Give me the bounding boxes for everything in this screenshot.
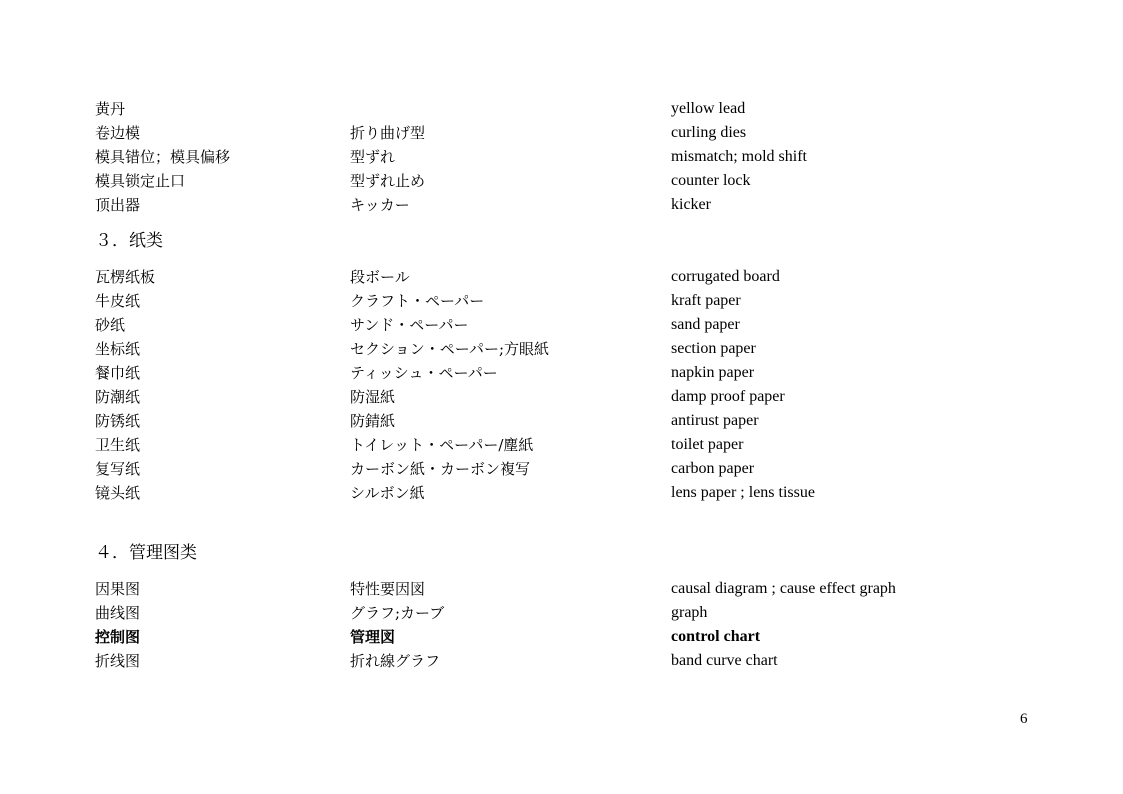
term-row <box>0 337 1123 361</box>
term-japanese: 型ずれ止め <box>350 172 426 190</box>
term-row <box>0 265 1123 289</box>
term-japanese: 型ずれ <box>350 148 396 166</box>
term-chinese: 顶出器 <box>95 196 141 214</box>
term-chinese: 黄丹 <box>95 100 126 118</box>
term-english: kraft paper <box>671 292 741 309</box>
term-chinese: 模具锁定止口 <box>95 172 186 190</box>
term-row <box>0 409 1123 433</box>
term-japanese: セクション・ペーパー;方眼紙 <box>350 340 550 358</box>
term-chinese: 镜头纸 <box>95 484 141 502</box>
term-english: causal diagram ; cause effect graph <box>671 580 896 597</box>
term-chinese: 因果图 <box>95 580 141 598</box>
term-english: napkin paper <box>671 364 755 381</box>
term-chinese: 复写纸 <box>95 460 141 478</box>
term-row <box>0 361 1123 385</box>
term-japanese: トイレット・ペーパー/塵紙 <box>350 436 534 454</box>
term-chinese: 坐标纸 <box>95 340 141 358</box>
term-row <box>0 289 1123 313</box>
page-number: 6 <box>1020 711 1028 727</box>
term-chinese: 卷边模 <box>95 124 141 142</box>
term-japanese: 段ボール <box>350 268 410 286</box>
term-japanese: ティッシュ・ペーパー <box>350 364 498 382</box>
term-japanese: グラフ;カーブ <box>350 604 445 622</box>
term-english: corrugated board <box>671 268 780 285</box>
term-chinese: 控制图 <box>95 628 141 646</box>
term-chinese: 瓦楞纸板 <box>95 268 156 286</box>
term-japanese: 折り曲げ型 <box>350 124 426 142</box>
term-chinese: 砂纸 <box>95 316 126 334</box>
term-row <box>0 97 1123 121</box>
term-row <box>0 457 1123 481</box>
section-heading: ３．纸类 <box>95 231 163 251</box>
term-english: counter lock <box>671 172 751 189</box>
term-chinese: 防潮纸 <box>95 388 141 406</box>
term-chinese: 模具错位；模具偏移 <box>95 148 231 166</box>
term-english: carbon paper <box>671 460 755 477</box>
term-english: mismatch; mold shift <box>671 148 807 165</box>
term-english: kicker <box>671 196 711 213</box>
term-english: lens paper ; lens tissue <box>671 484 815 501</box>
term-chinese: 牛皮纸 <box>95 292 141 310</box>
term-english: curling dies <box>671 124 747 141</box>
term-row <box>0 577 1123 601</box>
term-english: section paper <box>671 340 756 357</box>
term-japanese: 特性要因図 <box>350 580 426 598</box>
term-english: sand paper <box>671 316 740 333</box>
term-english: graph <box>671 604 708 621</box>
term-row <box>0 601 1123 625</box>
term-chinese: 餐巾纸 <box>95 364 141 382</box>
term-japanese: サンド・ペーパー <box>350 316 469 334</box>
term-chinese: 曲线图 <box>95 604 141 622</box>
term-japanese: クラフト・ペーパー <box>350 292 485 310</box>
term-row <box>0 481 1123 505</box>
term-japanese: カーボン紙・カーボン複写 <box>350 460 531 478</box>
term-row <box>0 313 1123 337</box>
section-heading: ４．管理图类 <box>95 543 197 563</box>
term-english: yellow lead <box>671 100 746 117</box>
term-japanese: 防湿紙 <box>350 388 396 406</box>
term-row <box>0 193 1123 217</box>
term-row <box>0 649 1123 673</box>
term-english: toilet paper <box>671 436 744 453</box>
term-japanese: キッカー <box>350 196 410 214</box>
term-chinese: 卫生纸 <box>95 436 141 454</box>
term-japanese: 防錆紙 <box>350 412 396 430</box>
term-english: band curve chart <box>671 652 778 669</box>
term-row <box>0 145 1123 169</box>
term-row <box>0 433 1123 457</box>
term-row <box>0 385 1123 409</box>
term-row <box>0 169 1123 193</box>
term-japanese: 管理図 <box>350 628 396 646</box>
term-japanese: 折れ線グラフ <box>350 652 441 670</box>
term-english: antirust paper <box>671 412 759 429</box>
term-english: damp proof paper <box>671 388 785 405</box>
term-chinese: 防锈纸 <box>95 412 141 430</box>
term-japanese: シルボン紙 <box>350 484 425 502</box>
term-chinese: 折线图 <box>95 652 141 670</box>
term-row <box>0 121 1123 145</box>
term-row-highlighted <box>0 625 1123 649</box>
term-english: control chart <box>671 628 761 645</box>
